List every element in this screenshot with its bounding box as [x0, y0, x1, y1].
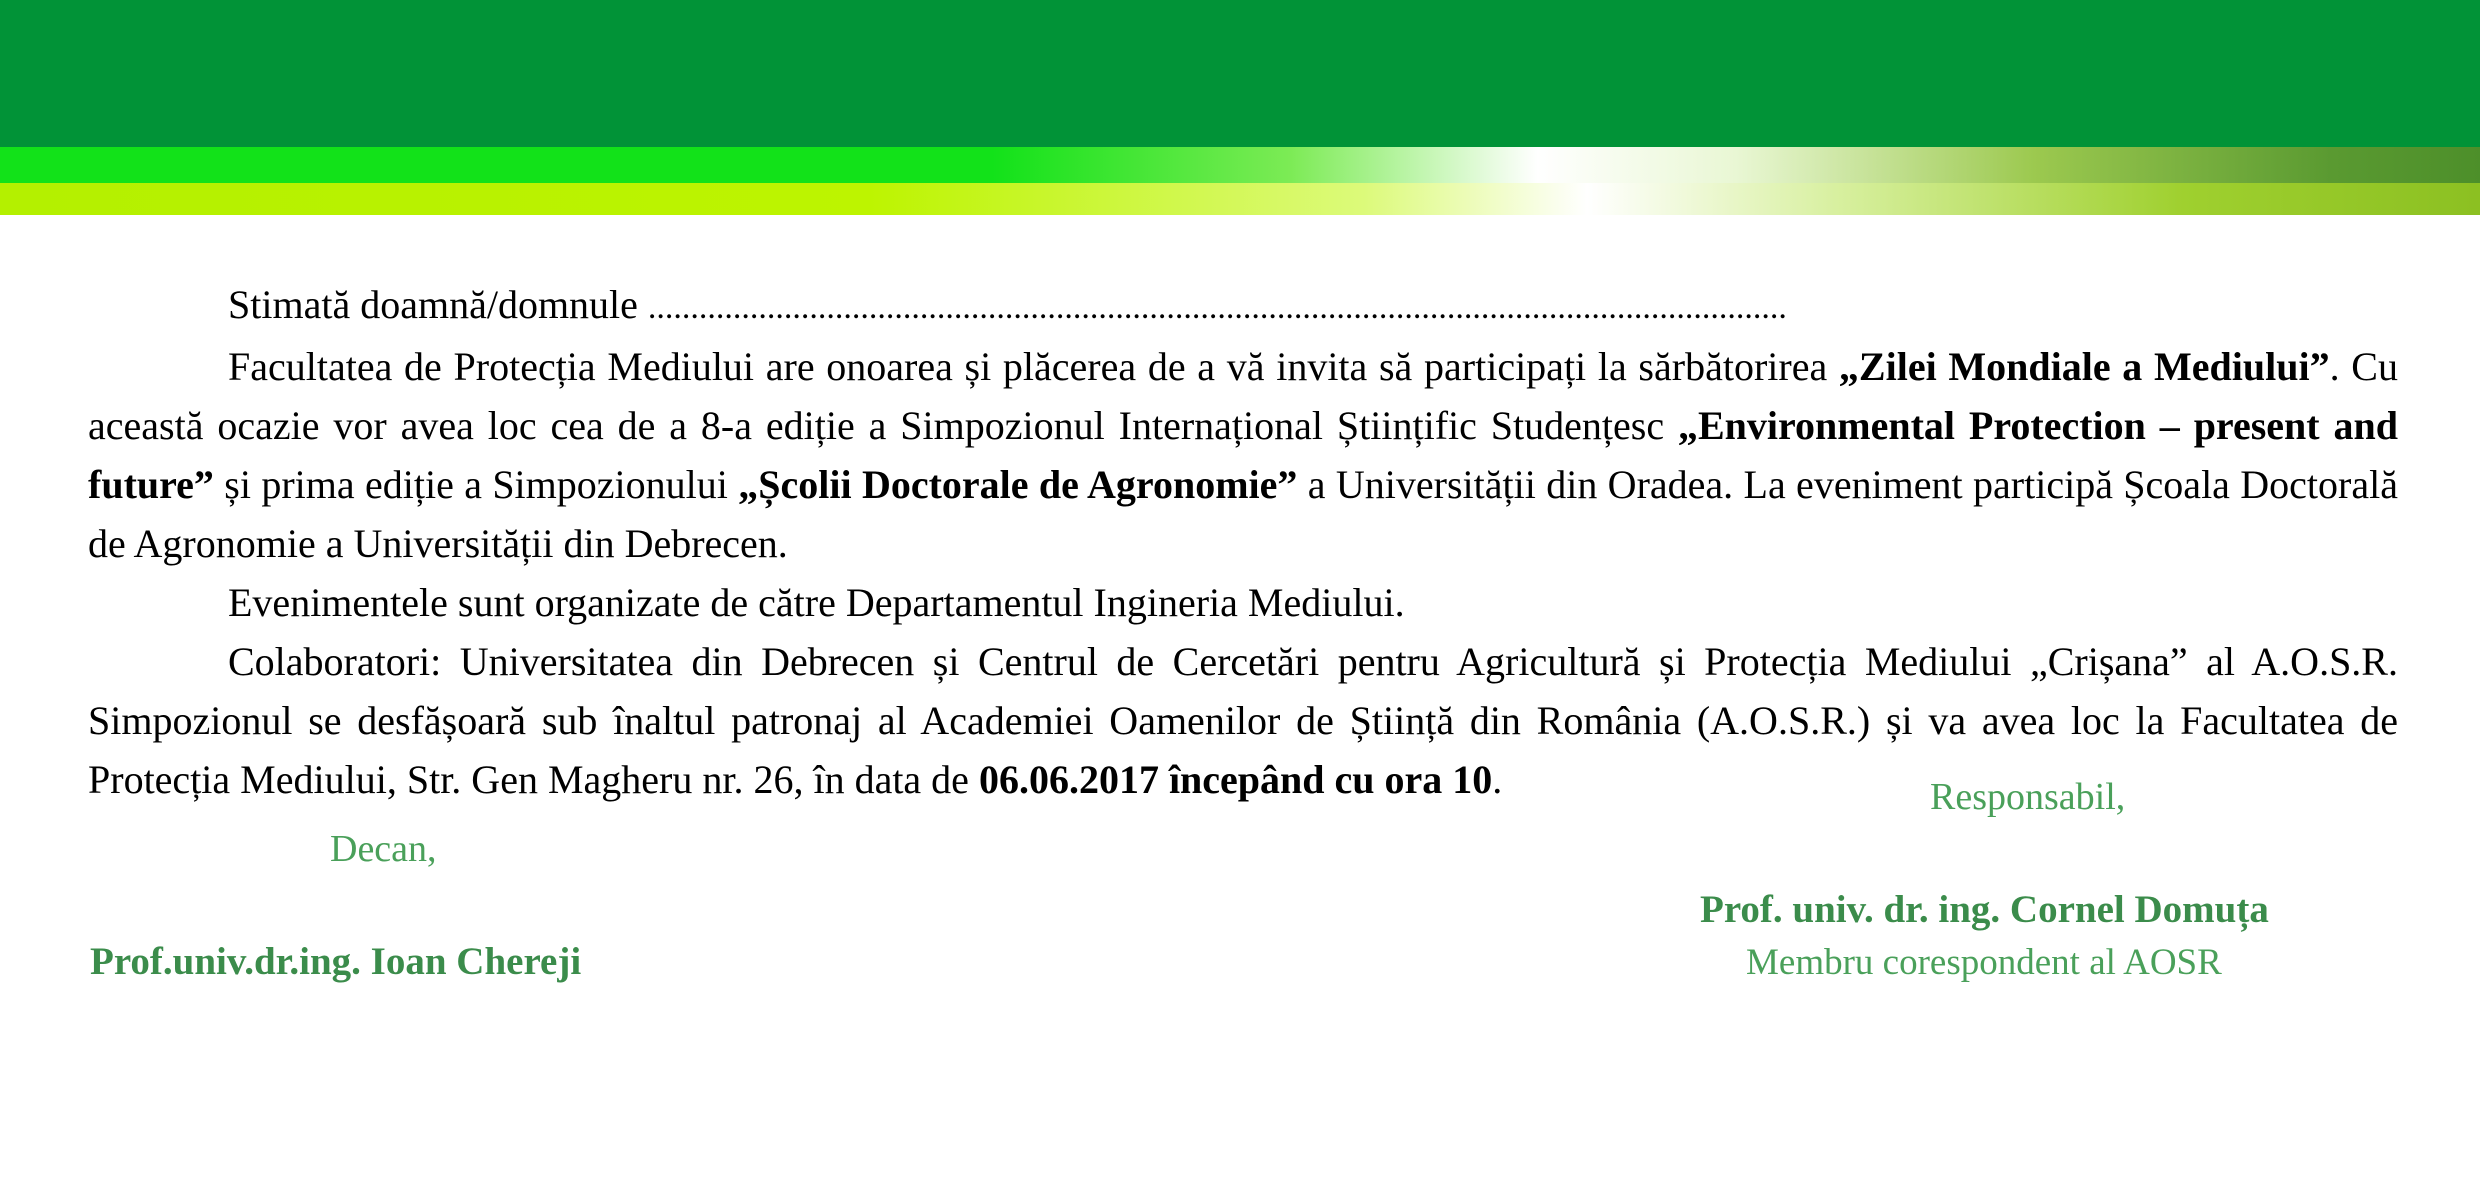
- dean-name: Prof.univ.dr.ing. Ioan Chereji: [90, 940, 582, 983]
- salutation-dotted-fill: ......................................................................................................................................: [647, 289, 1787, 326]
- signature-block: [0, 775, 2480, 1175]
- responsible-subtitle: Membru corespondent al AOSR: [1746, 942, 2222, 983]
- collaborators-text-2: .: [1492, 757, 1503, 802]
- invitation-text-4: a Universității din Oradea. La eveniment participă Școala Doctorală de Agronomie a Universității din Debrecen.: [88, 462, 2398, 566]
- salutation-text: Stimată doamnă/domnule: [228, 282, 648, 327]
- responsible-name: Prof. univ. dr. ing. Cornel Domuța: [1700, 888, 2269, 931]
- invitation-text-2: . Cu această ocazie vor avea loc cea de a 8-a ediție a Simpozionul Internațional Științific Studențesc: [88, 344, 2398, 448]
- salutation-line: [88, 275, 2398, 337]
- dean-label: Decan,: [330, 828, 437, 870]
- world-environment-day-emphasis: „Zilei Mondiale a Mediului”: [1838, 344, 2330, 389]
- invitation-text-1: Facultatea de Protecția Mediului are onoarea și plăcerea de a vă invita să participați la sărbătorirea: [228, 344, 1839, 389]
- organizer-paragraph: Evenimentele sunt organizate de către Departamentul Ingineria Mediului.: [228, 580, 1405, 625]
- banner-bright-gradient-band: [0, 147, 2480, 183]
- doctoral-school-emphasis: „Școlii Doctorale de Agronomie”: [738, 462, 1298, 507]
- responsible-label: Responsabil,: [1930, 776, 2126, 818]
- symposium-title-emphasis: „Environmental Protection – present and future”: [88, 403, 2398, 507]
- letter-paragraphs: [88, 275, 2398, 809]
- letter-body: [0, 215, 2480, 1181]
- invitation-text-3: și prima ediție a Simpozionului: [213, 462, 739, 507]
- banner-lime-gradient-band: [0, 183, 2480, 215]
- document-header-banner: [0, 0, 2480, 150]
- collaborators-text-1: Colaboratori: Universitatea din Debrecen și Centrul de Cercetări pentru Agricultură și Protecția Mediului „Crișana” al A.O.S.R. Simpozionul se desfășoară sub înaltul patronaj al Academiei Oamenilor de Știință din România (A.O.S.R.) și va avea loc la Facultatea de Protecția Mediului, Str. Gen Magheru nr. 26, în data de: [88, 639, 2398, 802]
- event-date-emphasis: 06.06.2017 începând cu ora 10: [978, 757, 1493, 802]
- banner-dark-band: [0, 0, 2480, 147]
- invitation-paragraph: [88, 337, 2398, 573]
